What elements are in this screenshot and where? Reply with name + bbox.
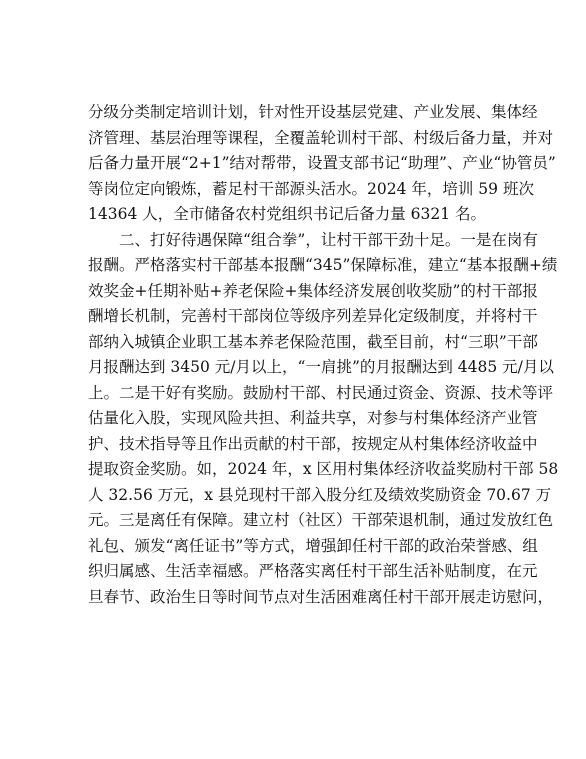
text-line: 提取资金奖励。如，2024 年，x 区用村集体经济收益奖励村干部 58 (88, 460, 559, 478)
text-line: 效奖金+任期补贴+养老保险+集体经济发展创收奖励”的村干部报 (88, 281, 538, 300)
text-line: 估量化入股，实现风险共担、利益共享，对参与村集体经济产业管 (88, 409, 538, 427)
body-text (88, 100, 559, 610)
text-line: 礼包、颁发“离任证书”等方式，增强卸任村干部的政治荣誉感、组 (88, 536, 538, 555)
text-line: 月报酬达到 3450 元/月以上，“一肩挑”的月报酬达到 4485 元/月以 (88, 358, 554, 376)
text-line: 上。二是干好有奖励。鼓励村干部、村民通过资金、资源、技术等评 (88, 383, 554, 402)
text-line: 护、技术指导等且作出贡献的村干部，按规定从村集体经济收益中 (88, 434, 538, 453)
text-line: 济管理、基层治理等课程，全覆盖轮训村干部、村级后备力量，并对 (88, 128, 554, 147)
text-line: 14364 人，全市储备农村党组织书记后备力量 6321 名。 (88, 205, 487, 223)
text-line: 部纳入城镇企业职工基本养老保险范围，截至目前，村“三职”干部 (88, 332, 538, 351)
text-line: 二、打好待遇保障“组合拳”，让村干部干劲十足。一是在岗有 (119, 230, 538, 249)
text-line: 人 32.56 万元，x 县兑现村干部入股分红及绩效奖励资金 70.67 万 (88, 485, 552, 504)
text-line: 报酬。严格落实村干部基本报酬“345”保障标准，建立“基本报酬+绩 (88, 256, 558, 274)
text-line: 酬增长机制，完善村干部岗位等级序列差异化定级制度，并将村干 (88, 307, 538, 325)
text-line: 元。三是离任有保障。建立村（社区）干部荣退机制，通过发放红色 (88, 511, 554, 529)
text-line: 等岗位定向锻炼，蓄足村干部源头活水。2024 年，培训 59 班次 (88, 179, 534, 198)
text-line: 后备力量开展“2+1”结对帮带，设置支部书记“助理”、产业“协管员” (88, 154, 556, 172)
text-line: 旦春节、政治生日等时间节点对生活困难离任村干部开展走访慰问， (88, 587, 554, 606)
text-line: 织归属感、生活幸福感。严格落实离任村干部生活补贴制度，在元 (88, 562, 538, 580)
text-line: 分级分类制定培训计划，针对性开设基层党建、产业发展、集体经 (88, 103, 538, 121)
